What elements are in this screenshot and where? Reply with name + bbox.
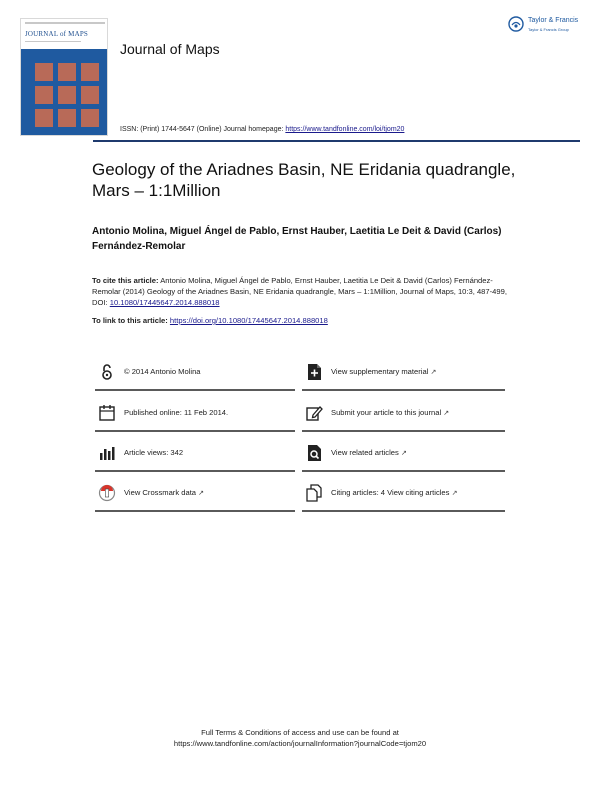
external-link-icon: ↗: [451, 490, 458, 497]
crossmark-link[interactable]: [124, 488, 204, 497]
cover-map-tile: [81, 109, 99, 127]
footer-terms-text: Full Terms & Conditions of access and use can be found at: [201, 728, 399, 737]
crossmark-row[interactable]: [95, 478, 295, 512]
cover-map-tile: [81, 86, 99, 104]
calendar-icon: [98, 404, 116, 422]
external-link-icon: ↗: [400, 450, 407, 457]
published-row: [95, 398, 295, 432]
article-title: Geology of the Ariadnes Basin, NE Eridania quadrangle, Mars – 1:1Million: [92, 160, 516, 200]
cover-map-tile: [58, 63, 76, 81]
cover-map-grid: [35, 63, 99, 127]
cover-map-tile: [35, 109, 53, 127]
issn-text: ISSN: (Print) 1744-5647 (Online) Journal homepage:: [120, 126, 286, 133]
issn-line: [120, 126, 404, 133]
published-date: Published online: 11 Feb 2014.: [124, 408, 229, 417]
copyright-text: © 2014 Antonio Molina: [124, 367, 201, 376]
cover-title: JOURNAL of MAPS: [25, 30, 89, 38]
submit-row[interactable]: [302, 398, 505, 432]
submit-link[interactable]: [331, 408, 449, 417]
external-link-icon: ↗: [430, 369, 437, 376]
cover-map-tile: [35, 86, 53, 104]
footer-terms-url[interactable]: https://www.tandfonline.com/action/journalInformation?journalCode=tjom20: [173, 739, 427, 748]
cover-header: [21, 19, 107, 49]
cover-map-tile: [81, 63, 99, 81]
views-row: [95, 438, 295, 472]
supplementary-row[interactable]: [302, 357, 505, 391]
crossmark-label: View Crossmark data: [124, 488, 197, 497]
external-link-icon: ↗: [443, 410, 450, 417]
journal-cover: [20, 18, 108, 136]
open-access-icon: [98, 363, 116, 381]
cover-rule: [25, 41, 81, 42]
citing-link[interactable]: [331, 488, 457, 497]
related-search-icon: [305, 444, 323, 462]
bar-chart-icon: [98, 444, 116, 462]
cover-map-tile: [35, 63, 53, 81]
cover-map-tile: [58, 109, 76, 127]
publisher-group: Taylor & Francis Group: [528, 27, 569, 32]
crossmark-icon: [98, 484, 116, 502]
footer: [0, 727, 600, 749]
publisher-logo-icon: [508, 16, 524, 32]
related-row[interactable]: [302, 438, 505, 472]
edit-icon: [305, 404, 323, 422]
cover-rule: [25, 22, 105, 24]
article-views: Article views: 342: [124, 448, 184, 457]
journal-homepage-link[interactable]: https://www.tandfonline.com/loi/tjom20: [285, 126, 405, 133]
supplementary-link[interactable]: [331, 367, 436, 376]
article-link-line: [92, 316, 328, 325]
supplementary-label: View supplementary material: [331, 367, 429, 376]
publisher-logo[interactable]: [508, 16, 579, 37]
publisher-name: Taylor & Francis: [528, 17, 579, 24]
link-label: To link to this article:: [92, 316, 170, 325]
citing-row[interactable]: [302, 478, 505, 512]
journal-title: Journal of Maps: [120, 41, 220, 57]
citing-articles-icon: [305, 484, 323, 502]
related-label: View related articles: [331, 448, 399, 457]
external-link-icon: ↗: [198, 490, 205, 497]
cover-map-tile: [58, 86, 76, 104]
submit-label: Submit your article to this journal: [331, 408, 442, 417]
related-link[interactable]: [331, 448, 407, 457]
article-doi-url[interactable]: https://doi.org/10.1080/17445647.2014.888018: [169, 316, 328, 325]
citing-label: Citing articles: 4 View citing articles: [331, 488, 450, 497]
citation-block: [92, 275, 512, 308]
cite-label: To cite this article:: [92, 276, 159, 285]
article-authors: Antonio Molina, Miguel Ángel de Pablo, Ernst Hauber, Laetitia Le Deit & David (Carlos) Fernández-Remolar: [92, 226, 502, 252]
copyright-row: [95, 357, 295, 391]
supplementary-file-icon: [305, 363, 323, 381]
doi-link[interactable]: 10.1080/17445647.2014.888018: [109, 298, 220, 307]
header-divider: [93, 140, 580, 142]
cite-text: Antonio Molina, Miguel Ángel de Pablo, Ernst Hauber, Laetitia Le Deit & David (Carlos) Fernández-Remolar (2014) Geology of the Ariadnes Basin, NE Eridania quadrangle, Mars – 1:1Million, Journal of Maps, 10:3, 487-499, DOI:: [92, 276, 507, 307]
